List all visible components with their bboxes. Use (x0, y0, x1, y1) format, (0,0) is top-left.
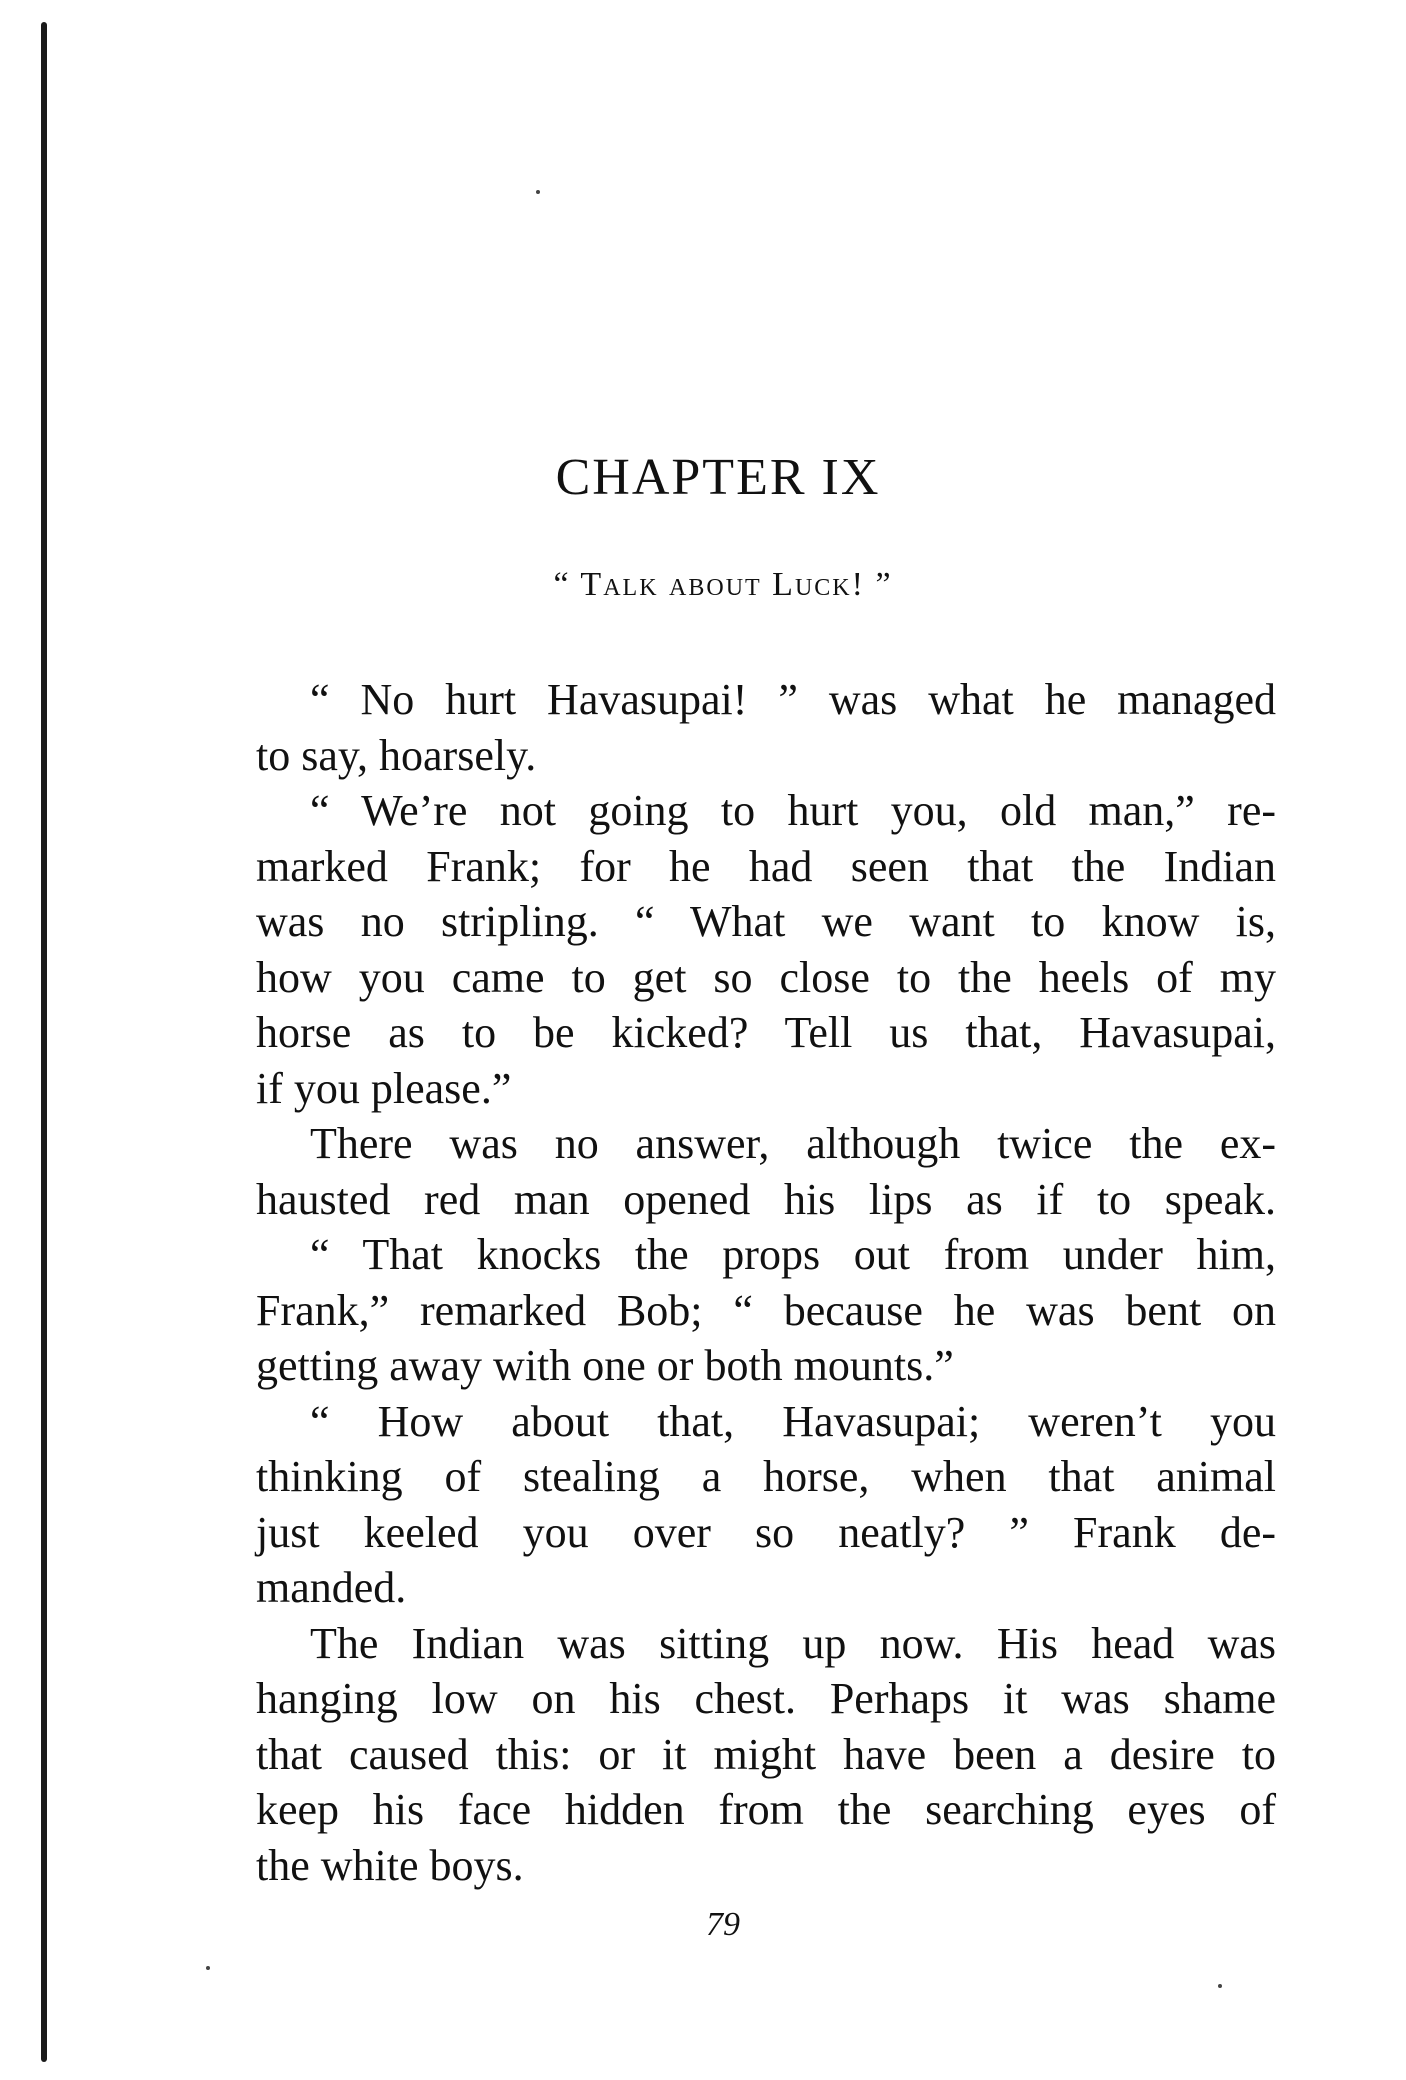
ink-speck (1218, 1984, 1222, 1988)
text-line: that caused this: or it might have been a desire to (256, 1729, 1276, 1779)
text-line: The Indian was sitting up now. His head was (310, 1618, 1276, 1668)
text-line: how you came to get so close to the heels of my (256, 952, 1276, 1002)
text-line: “ That knocks the props out from under him, (310, 1230, 1276, 1279)
text-line: hanging low on his chest. Perhaps it was shame (256, 1674, 1276, 1723)
text-line: the white boys. (256, 1840, 524, 1890)
text-line: Frank,” remarked Bob; “ because he was bent on (256, 1285, 1276, 1335)
text-line: thinking of stealing a horse, when that animal (256, 1452, 1276, 1501)
text-line: hausted red man opened his lips as if to speak. (256, 1174, 1276, 1224)
text-line: manded. (256, 1563, 407, 1612)
text-line: horse as to be kicked? Tell us that, Havasupai, (256, 1008, 1276, 1057)
chapter-subtitle: “ Talk about Luck! ” (553, 566, 893, 603)
text-line: “ How about that, Havasupai; weren’t you (310, 1396, 1276, 1446)
chapter-title: CHAPTER IX (555, 449, 881, 506)
text-line: keep his face hidden from the searching eyes of (256, 1785, 1276, 1834)
ink-speck (536, 190, 540, 194)
text-line: “ We’re not going to hurt you, old man,” re- (310, 786, 1276, 835)
text-line: to say, hoarsely. (256, 730, 537, 780)
text-line: marked Frank; for he had seen that the Indian (256, 841, 1276, 891)
text-line: was no stripling. “ What we want to know is, (256, 897, 1276, 946)
text-line: “ No hurt Havasupai! ” was what he managed (310, 675, 1276, 724)
page-number: 79 (706, 1906, 740, 1943)
text-line: if you please.” (256, 1063, 512, 1113)
chapter-body (256, 672, 1276, 1893)
text-line: getting away with one or both mounts.” (256, 1341, 954, 1390)
binding-edge (41, 22, 47, 2062)
ink-speck (206, 1966, 210, 1970)
text-line: There was no answer, although twice the ex- (310, 1119, 1276, 1168)
text-line: just keeled you over so neatly? ” Frank de- (256, 1507, 1276, 1557)
